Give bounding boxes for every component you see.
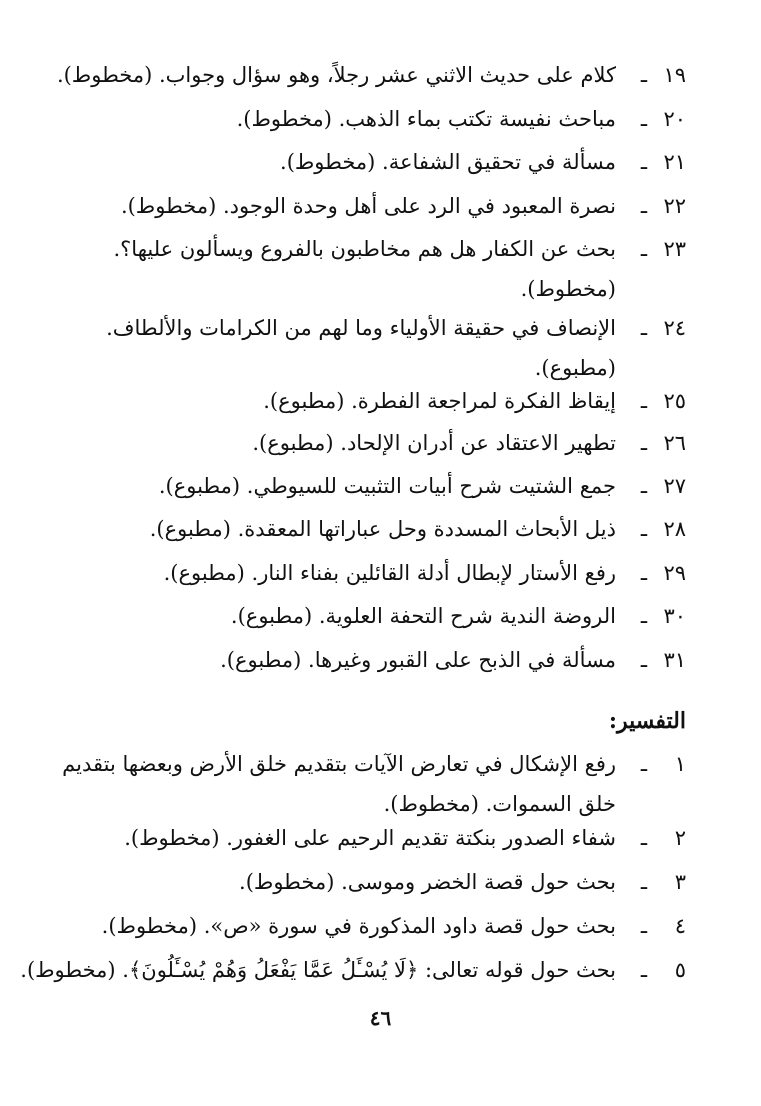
item-number: ٢٤ (663, 316, 686, 340)
item-dash: ـ (640, 237, 647, 261)
item-dash: ـ (640, 431, 647, 455)
item-text-continuation: (مطبوع). (534, 356, 616, 380)
item-dash: ـ (640, 107, 647, 131)
item-number: ١٩ (663, 63, 686, 87)
item-number: ٢٦ (663, 431, 686, 455)
item-number: ١ (674, 752, 686, 776)
item-dash: ـ (640, 150, 647, 174)
item-dash: ـ (640, 316, 647, 340)
item-dash: ـ (640, 752, 647, 776)
item-number: ٢ (674, 826, 686, 850)
item-text: تطهير الاعتقاد عن أدران الإلحاد. (مطبوع). (252, 431, 616, 455)
item-dash: ـ (640, 194, 647, 218)
item-dash: ـ (640, 648, 647, 672)
item-text: إيقاظ الفكرة لمراجعة الفطرة. (مطبوع). (263, 389, 616, 413)
item-text: ذيل الأبحاث المسددة وحل عباراتها المعقدة. (مطبوع). (149, 517, 616, 541)
item-number: ٢٩ (663, 561, 686, 585)
item-number: ٢١ (663, 150, 686, 174)
item-number: ٥ (674, 958, 686, 982)
item-dash: ـ (640, 826, 647, 850)
item-dash: ـ (640, 517, 647, 541)
item-dash: ـ (640, 958, 647, 982)
page-number: ٤٦ (369, 1006, 392, 1030)
item-text-continuation: خلق السموات. (مخطوط). (383, 792, 616, 816)
item-number: ٢٣ (663, 237, 686, 261)
item-text-continuation: (مخطوط). (520, 277, 616, 301)
item-text: بحث حول قوله تعالى: ﴿لَا يُسْـَٔلُ عَمَّا يَفْعَلُ وَهُمْ يُسْـَٔلُونَ﴾. (مخطوط). (20, 958, 616, 982)
item-text: رفع الإشكال في تعارض الآيات بتقديم خلق الأرض وبعضها بتقديم (62, 752, 616, 776)
item-text: نصرة المعبود في الرد على أهل وحدة الوجود. (مخطوط). (120, 194, 616, 218)
item-number: ٤ (674, 914, 686, 938)
item-number: ٢٢ (663, 194, 686, 218)
item-text: مسألة في الذبح على القبور وغيرها. (مطبوع). (220, 648, 616, 672)
item-text: الروضة الندية شرح التحفة العلوية. (مطبوع). (230, 604, 616, 628)
item-dash: ـ (640, 870, 647, 894)
item-text: جمع الشتيت شرح أبيات التثبيت للسيوطي. (مطبوع). (158, 474, 616, 498)
item-number: ٢٨ (663, 517, 686, 541)
item-dash: ـ (640, 474, 647, 498)
section-heading: التفسير: (608, 708, 686, 734)
item-number: ٣ (674, 870, 686, 894)
item-dash: ـ (640, 604, 647, 628)
item-text: الإنصاف في حقيقة الأولياء وما لهم من الكرامات والألطاف. (106, 316, 616, 340)
item-text: شفاء الصدور بنكتة تقديم الرحيم على الغفور. (مخطوط). (124, 826, 616, 850)
item-number: ٣٠ (663, 604, 686, 628)
item-dash: ـ (640, 914, 647, 938)
item-number: ٢٠ (663, 107, 686, 131)
item-text: بحث عن الكفار هل هم مخاطبون بالفروع ويسألون عليها؟. (113, 237, 616, 261)
item-text: مباحث نفيسة تكتب بماء الذهب. (مخطوط). (236, 107, 616, 131)
item-number: ٢٥ (663, 389, 686, 413)
item-text: رفع الأستار لإبطال أدلة القائلين بفناء النار. (مطبوع). (163, 561, 616, 585)
item-text: بحث حول قصة الخضر وموسى. (مخطوط). (239, 870, 616, 894)
item-dash: ـ (640, 63, 647, 87)
item-text: مسألة في تحقيق الشفاعة. (مخطوط). (280, 150, 616, 174)
item-dash: ـ (640, 561, 647, 585)
item-number: ٣١ (663, 648, 686, 672)
item-text: بحث حول قصة داود المذكورة في سورة «ص». (مخطوط). (101, 914, 616, 938)
item-number: ٢٧ (663, 474, 686, 498)
item-text: كلام على حديث الاثني عشر رجلاً، وهو سؤال وجواب. (مخطوط). (56, 63, 616, 87)
item-dash: ـ (640, 389, 647, 413)
